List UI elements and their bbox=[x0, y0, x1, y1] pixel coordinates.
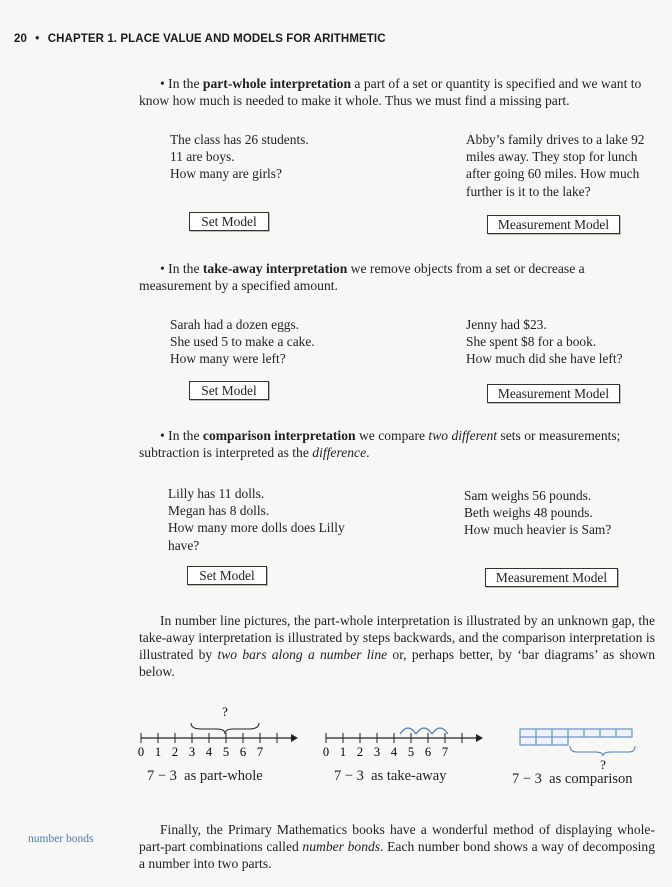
comparison-long-bar-unit bbox=[552, 729, 568, 737]
part-whole-set-model-label: Set Model bbox=[189, 212, 269, 231]
comparison-short-bar-unit bbox=[520, 737, 536, 745]
part-whole-measurement-model-label: Measurement Model bbox=[487, 215, 620, 234]
comparison-measurement-model-label: Measurement Model bbox=[485, 568, 618, 587]
term-take-away: take-away interpretation bbox=[202, 261, 348, 276]
part-whole-tick-label: 1 bbox=[154, 745, 162, 759]
comparison-long-bar-unit bbox=[536, 729, 552, 737]
comparison-set-problem: Lilly has 11 dolls. Megan has 8 dolls. How many more dolls does Lilly have? bbox=[168, 486, 345, 553]
part-whole-set-problem: The class has 26 students. 11 are boys. How many are girls? bbox=[170, 132, 309, 182]
take-away-ticks bbox=[323, 733, 462, 759]
comparison-short-bar-unit bbox=[536, 737, 552, 745]
comparison-long-bar bbox=[520, 729, 632, 737]
running-header bbox=[14, 33, 386, 45]
take-away-tick-label: 7 bbox=[441, 745, 449, 759]
comparison-long-bar-unit bbox=[520, 729, 536, 737]
take-away-tick-label: 0 bbox=[322, 745, 330, 759]
take-away-tick-label: 5 bbox=[407, 745, 415, 759]
part-whole-tick-label: 0 bbox=[137, 745, 145, 759]
take-away-measurement-model-label: Measurement Model bbox=[487, 384, 620, 403]
header-bullet: • bbox=[35, 33, 40, 45]
take-away-tick-label: 1 bbox=[339, 745, 347, 759]
take-away-intro: • In the take-away interpretation we remove objects from a set or decrease a measurement by a specified amount. bbox=[139, 261, 585, 293]
take-away-tick-label: 4 bbox=[390, 745, 398, 759]
comparison-long-bar-unit bbox=[584, 729, 600, 737]
comparison-short-bar-unit bbox=[552, 737, 568, 745]
final-paragraph: Finally, the Primary Mathematics books have a wonderful method of displaying whole-part-part combinations called number bonds. Each number bond shows a way of decomposing a number into two parts. bbox=[139, 822, 655, 871]
part-whole-tick-label: 4 bbox=[205, 745, 213, 759]
term-comparison: comparison interpretation bbox=[202, 428, 356, 443]
margin-note: number bonds bbox=[28, 833, 94, 845]
part-whole-tick-label: 5 bbox=[222, 745, 230, 759]
take-away-tick-label: 2 bbox=[356, 745, 364, 759]
comparison-set-model-label: Set Model bbox=[187, 566, 267, 585]
part-whole-intro: • In the part-whole interpretation a part of a set or quantity is specified and we want to know how much is needed to make it whole. Thus we must find a missing part. bbox=[139, 76, 642, 108]
comparison-short-bar bbox=[520, 737, 568, 745]
take-away-caption: 7 − 3 as take-away bbox=[334, 768, 447, 784]
take-away-measurement-problem: Jenny had $23. She spent $8 for a book. How much did she have left? bbox=[466, 317, 623, 367]
take-away-tick-label: 3 bbox=[373, 745, 381, 759]
part-whole-tick-label: 2 bbox=[171, 745, 179, 759]
number-line-paragraph: In number line pictures, the part-whole interpretation is illustrated by an unknown gap, the take-away interpretation is illustrated by steps backwards, and the comparison interpretation is illustrated by two bars along a number line or, perhaps better, by ‘bar diagrams’ as shown below. bbox=[139, 613, 655, 679]
term-part-whole: part-whole interpretation bbox=[202, 76, 352, 91]
take-away-number-line bbox=[320, 700, 490, 760]
comparison-long-bar-unit bbox=[568, 729, 584, 737]
page-number: 20 bbox=[14, 33, 27, 45]
comparison-long-bar-unit bbox=[616, 729, 632, 737]
take-away-set-model-label: Set Model bbox=[189, 381, 269, 400]
part-whole-tick-label: 6 bbox=[239, 745, 247, 759]
comparison-measurement-problem: Sam weighs 56 pounds. Beth weighs 48 pounds. How much heavier is Sam? bbox=[464, 488, 612, 538]
comparison-bar-diagram bbox=[515, 725, 645, 775]
part-whole-measurement-problem: Abby’s family drives to a lake 92 miles away. They stop for lunch after going 60 miles. How much further is it to the lake? bbox=[466, 132, 645, 199]
part-whole-number-line bbox=[135, 700, 305, 760]
comparison-long-bar-unit bbox=[600, 729, 616, 737]
take-away-set-problem: Sarah had a dozen eggs. She used 5 to make a cake. How many were left? bbox=[170, 317, 315, 367]
part-whole-tick-label: 7 bbox=[256, 745, 264, 759]
part-whole-ticks bbox=[138, 733, 277, 759]
comparison-question-mark: ? bbox=[600, 757, 606, 772]
part-whole-question-mark: ? bbox=[222, 704, 228, 719]
part-whole-caption: 7 − 3 as part-whole bbox=[147, 768, 263, 784]
comparison-caption: 7 − 3 as comparison bbox=[512, 771, 633, 787]
comparison-intro: • In the comparison interpretation we compare two different sets or measurements; subtraction is interpreted as the difference. bbox=[139, 428, 621, 460]
part-whole-tick-label: 3 bbox=[188, 745, 196, 759]
take-away-tick-label: 6 bbox=[424, 745, 432, 759]
chapter-title: CHAPTER 1. PLACE VALUE AND MODELS FOR ARITHMETIC bbox=[47, 33, 386, 45]
